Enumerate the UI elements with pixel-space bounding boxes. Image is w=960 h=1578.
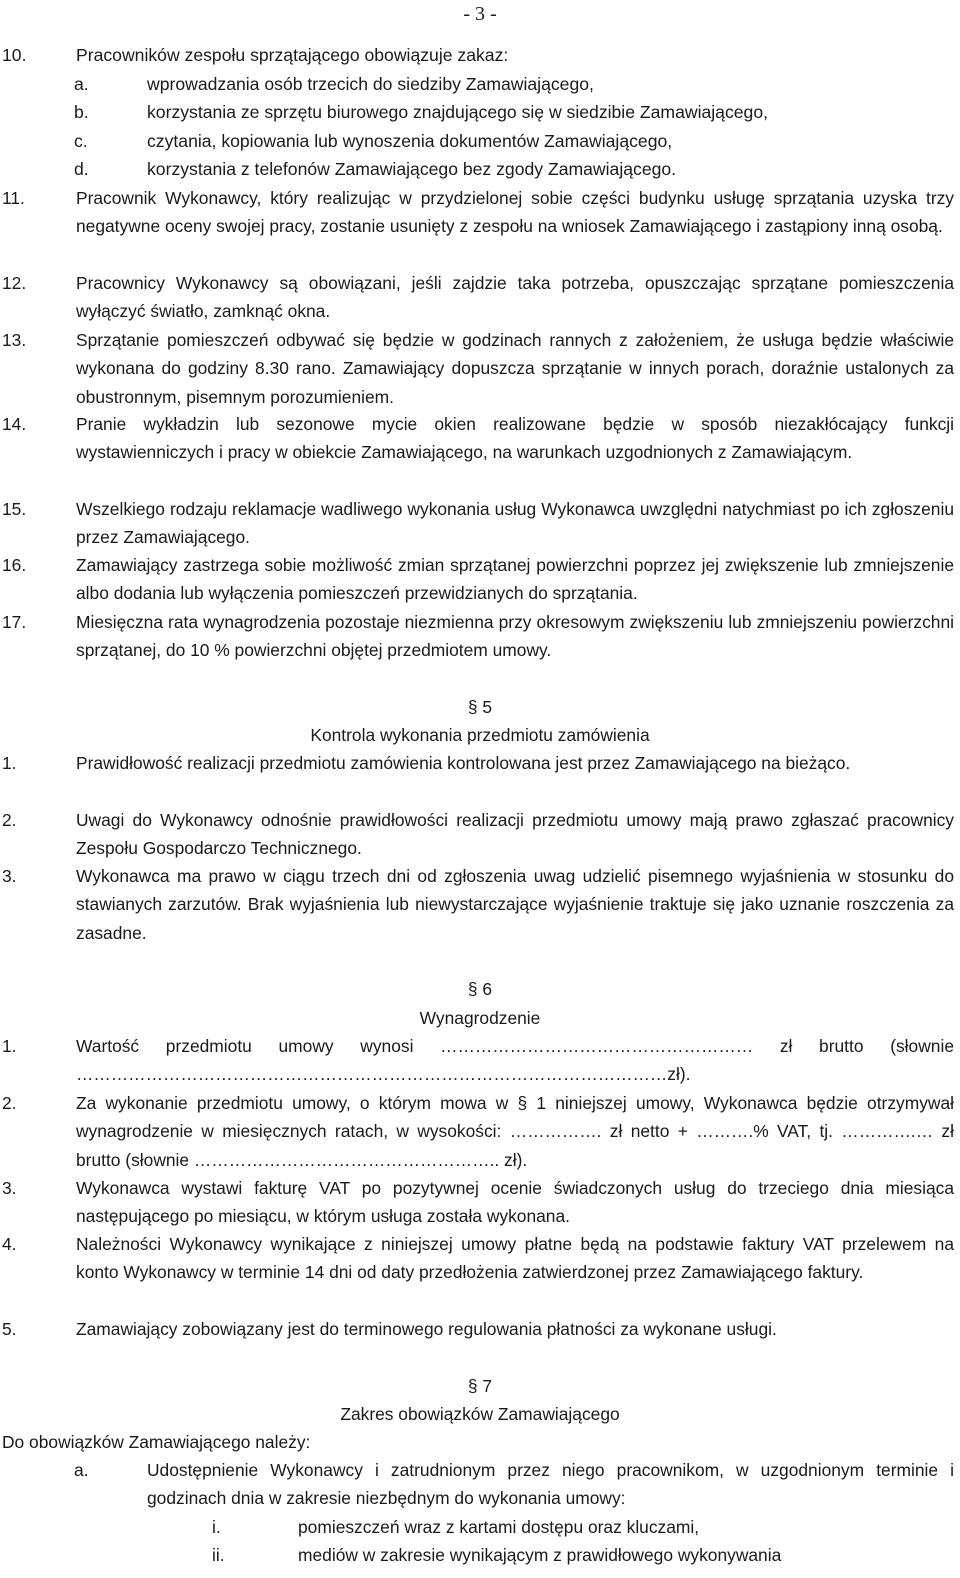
- roman-item-text: pomieszczeń wraz z kartami dostępu oraz kluczami,: [298, 1517, 700, 1537]
- list-item-text: Wszelkiego rodzaju reklamacje wadliwego wykonania usług Wykonawca uwzględni natychmiast po ich zgłoszeniu przez Zamawiającego.: [76, 499, 954, 548]
- section-7-intro: Do obowiązków Zamawiającego należy:: [2, 1432, 311, 1452]
- list-item-number: 11.: [2, 188, 25, 208]
- list-item-text: Sprzątanie pomieszczeń odbywać się będzie w godzinach rannych z założeniem, że usługa będzie właściwie wykonana do godziny 8.30 rano. Zamawiający dopuszcza sprzątanie w innych porach, doraźnie ustalonych za obustronnym, pisemnym porozumieniem.: [76, 330, 954, 407]
- roman-item-text: mediów w zakresie wynikającym z prawidłowego wykonywania: [298, 1545, 782, 1565]
- page-number: - 3 -: [463, 3, 497, 25]
- sub-item-text: czytania, kopiowania lub wynoszenia dokumentów Zamawiającego,: [147, 131, 673, 151]
- sub-item-letter: d.: [74, 159, 89, 179]
- list-item-text: Pracowników zespołu sprzątającego obowiązuje zakaz:: [76, 45, 509, 65]
- list-item-text: Pranie wykładzin lub sezonowe mycie okien realizowane będzie w sposób niezakłócający funkcji wystawienniczych i pracy w obiekcie Zamawiającego, na warunkach uzgodnionych z Zamawiającym.: [76, 414, 954, 463]
- section-5-title: Kontrola wykonania przedmiotu zamówienia: [310, 725, 650, 745]
- list-item-number: 14.: [2, 414, 27, 434]
- section-5-mark: § 5: [467, 697, 493, 717]
- list-item-number: 13.: [2, 330, 27, 350]
- section-7-title: Zakres obowiązków Zamawiającego: [340, 1404, 620, 1424]
- list-item-text: Wartość przedmiotu umowy wynosi ……………………………………………… zł brutto (słownie …………………………………………………………………………………………zł).: [76, 1036, 954, 1085]
- list-item-number: 2.: [2, 810, 17, 830]
- list-item-number: 2.: [2, 1093, 17, 1113]
- list-item-number: 3.: [2, 1178, 17, 1198]
- sub-item-letter: c.: [74, 131, 88, 151]
- section-6-mark: § 6: [467, 979, 493, 999]
- list-item-text: Zamawiający zobowiązany jest do terminowego regulowania płatności za wykonane usługi.: [76, 1319, 777, 1339]
- sub-item-text: korzystania z telefonów Zamawiającego bez zgody Zamawiającego.: [147, 159, 677, 179]
- sub-item-a: [0, 70, 960, 98]
- list-item-number: 3.: [2, 866, 17, 886]
- sub-item-text: Udostępnienie Wykonawcy i zatrudnionym przez niego pracownikom, w uzgodnionym terminie i godzinach dnia w zakresie niezbędnym do wykonania umowy:: [147, 1460, 954, 1509]
- list-item-number: 12.: [2, 273, 27, 293]
- sub-item-b: [0, 98, 960, 126]
- sub-item-text: wprowadzania osób trzecich do siedziby Zamawiającego,: [147, 74, 594, 94]
- roman-item-number: ii.: [212, 1545, 225, 1565]
- sub-item-text: korzystania ze sprzętu biurowego znajdującego się w siedzibie Zamawiającego,: [147, 102, 768, 122]
- list-item-text: Należności Wykonawcy wynikające z niniejszej umowy płatne będą na podstawie faktury VAT przelewem na konto Wykonawcy w terminie 14 dni od daty przedłożenia zatwierdzonej przez Zamawiającego faktury.: [76, 1234, 954, 1283]
- sub-item-letter: a.: [74, 74, 89, 94]
- list-item-number: 1.: [2, 753, 17, 773]
- list-item-number: 4.: [2, 1234, 17, 1254]
- sub-item-d: [0, 155, 960, 183]
- list-item-text: Uwagi do Wykonawcy odnośnie prawidłowości realizacji przedmiotu umowy mają prawo zgłaszać pracownicy Zespołu Gospodarczo Technicznego.: [76, 810, 954, 859]
- list-item-number: 15.: [2, 499, 27, 519]
- list-item-10: [0, 41, 960, 69]
- list-item-text: Pracownicy Wykonawcy są obowiązani, jeśli zajdzie taka potrzeba, opuszczając sprzątane pomieszczenia wyłączyć światło, zamknąć okna.: [76, 273, 954, 322]
- roman-item-number: i.: [212, 1517, 221, 1537]
- section-7-mark: § 7: [467, 1376, 493, 1396]
- list-item-text: Prawidłowość realizacji przedmiotu zamówienia kontrolowana jest przez Zamawiającego na bieżąco.: [76, 753, 851, 773]
- list-item-text: Wykonawca wystawi fakturę VAT po pozytywnej ocenie świadczonych usług do trzeciego dnia miesiąca następującego po miesiącu, w którym usługa została wykonana.: [76, 1178, 954, 1227]
- list-item-text: Za wykonanie przedmiotu umowy, o którym mowa w § 1 niniejszej umowy, Wykonawca będzie otrzymywał wynagrodzenie w miesięcznych ratach, w wysokości: ……………. zł netto + ……….% VAT, tj. ………….… zł brutto (słownie …………………………………………….. zł).: [76, 1093, 954, 1170]
- section-6-title: Wynagrodzenie: [419, 1008, 541, 1028]
- list-item-text: Wykonawca ma prawo w ciągu trzech dni od zgłoszenia uwag udzielić pisemnego wyjaśnienia w stosunku do stawianych zarzutów. Brak wyjaśnienia lub niewystarczające wyjaśnienie traktuje się jako uznanie roszczenia za zasadne.: [76, 866, 954, 943]
- sub-item-letter: a.: [74, 1460, 89, 1480]
- list-item-text: Zamawiający zastrzega sobie możliwość zmian sprzątanej powierzchni poprzez jej zwiększenie lub zmniejszenie albo dodania lub wyłączenia pomieszczeń przewidzianych do sprzątania.: [76, 555, 954, 604]
- sub-item-letter: b.: [74, 102, 89, 122]
- list-item-number: 17.: [2, 612, 27, 632]
- list-item-number: 10.: [2, 45, 27, 65]
- list-item-number: 16.: [2, 555, 27, 575]
- sub-item-c: [0, 127, 960, 155]
- list-item-number: 5.: [2, 1319, 17, 1339]
- list-item-number: 1.: [2, 1036, 17, 1056]
- list-item-text: Miesięczna rata wynagrodzenia pozostaje niezmienna przy okresowym zwiększeniu lub zmniejszeniu powierzchni sprzątanej, do 10 % powierzchni objętej przedmiotem umowy.: [76, 612, 954, 661]
- list-item-text: Pracownik Wykonawcy, który realizując w przydzielonej sobie części budynku usługę sprzątania uzyska trzy negatywne oceny swojej pracy, zostanie usunięty z zespołu na wniosek Zamawiającego i zastąpiony inną osobą.: [76, 188, 954, 237]
